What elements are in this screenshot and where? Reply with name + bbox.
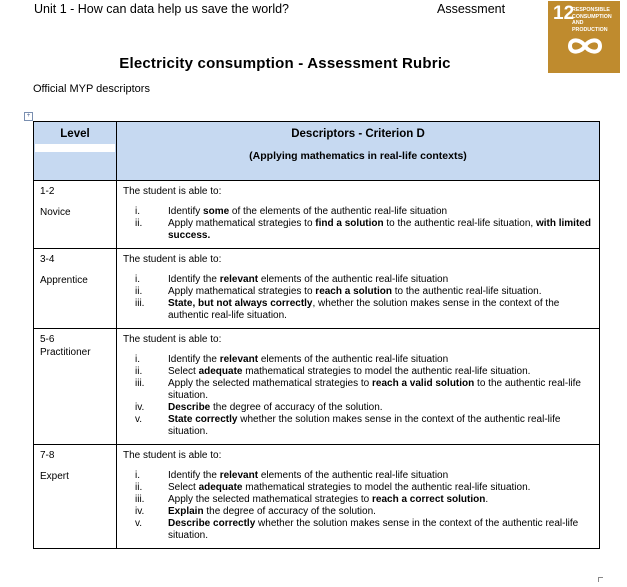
item-emphasis: reach a solution: [315, 286, 392, 297]
item-numeral: iv.: [135, 506, 145, 517]
item-text: Identify: [168, 206, 204, 217]
header-unit: Unit 1 - How can data help us save the world?: [34, 2, 289, 16]
item-emphasis: State correctly: [168, 414, 238, 425]
item-numeral: ii.: [135, 286, 143, 297]
item-text: , whether the solution makes sense in the context of the authentic real-life situation.: [168, 298, 560, 321]
item-emphasis: some: [203, 206, 230, 217]
item-text: elements of the authentic real-life situation: [258, 354, 449, 365]
item-numeral: i.: [135, 354, 140, 365]
level-name: Expert: [40, 471, 69, 482]
table-move-handle-icon[interactable]: +: [24, 112, 33, 121]
item-text: to the authentic real-life situation.: [168, 378, 581, 401]
item-emphasis: State, but not always correctly: [168, 298, 313, 309]
header-assessment: Assessment: [437, 2, 506, 16]
descriptor-cell: [117, 329, 600, 445]
item-emphasis: relevant: [219, 354, 259, 365]
item-text: Identify the: [168, 274, 220, 285]
level-cell: [34, 329, 117, 445]
item-text: mathematical strategies to model the authentic real-life situation.: [242, 482, 531, 493]
list-item: [123, 414, 591, 438]
item-text: to the authentic real-life situation,: [383, 218, 536, 229]
list-item: [123, 286, 591, 298]
item-text: of the elements of the authentic real-life situation: [229, 206, 448, 217]
table-row: [34, 181, 600, 249]
item-text: whether the solution makes sense in the context of the authentic real-life situation.: [168, 414, 561, 437]
item-numeral: i.: [135, 470, 140, 481]
list-item: [123, 366, 591, 378]
list-item: [123, 494, 591, 506]
level-cell: [34, 181, 117, 249]
level-range: 7-8: [40, 450, 55, 461]
item-text: the degree of accuracy of the solution.: [210, 402, 383, 413]
header-level-label: Level: [60, 128, 90, 140]
item-emphasis: adequate: [198, 482, 243, 493]
infinity-loop-icon: [566, 35, 604, 57]
table-row: [34, 329, 600, 445]
item-numeral: i.: [135, 206, 140, 217]
item-numeral: ii.: [135, 218, 143, 229]
level-cell: [34, 249, 117, 329]
table-row: [34, 249, 600, 329]
item-text: whether the solution makes sense in the context of the authentic real-life situation.: [168, 518, 579, 541]
item-text: Apply mathematical strategies to: [168, 286, 316, 297]
item-emphasis: Describe correctly: [168, 518, 256, 529]
sdg-label: RESPONSIBLE CONSUMPTION AND PRODUCTION: [572, 7, 612, 33]
item-emphasis: relevant: [219, 274, 259, 285]
item-text: Select: [168, 482, 199, 493]
descriptor-intro: The student is able to:: [123, 186, 222, 197]
page-corner-mark: [598, 577, 603, 582]
descriptor-list: [123, 354, 591, 438]
level-range: 5-6: [40, 334, 55, 345]
header-level-cell: [34, 122, 117, 181]
rubric-table: [33, 121, 600, 549]
item-text: elements of the authentic real-life situation: [258, 274, 449, 285]
document-subtitle: Official MYP descriptors: [33, 83, 150, 95]
descriptor-list: [123, 274, 591, 322]
list-item: [123, 402, 591, 414]
list-item: [123, 354, 591, 366]
list-item: [123, 298, 591, 322]
level-name: Novice: [40, 207, 71, 218]
sdg-number: 12: [553, 3, 575, 24]
item-text: Identify the: [168, 470, 220, 481]
item-emphasis: adequate: [198, 366, 243, 377]
item-text: elements of the authentic real-life situation: [258, 470, 449, 481]
descriptor-cell: [117, 249, 600, 329]
item-text: Apply the selected mathematical strategies to: [168, 494, 372, 505]
item-numeral: iii.: [135, 494, 145, 505]
descriptor-intro: The student is able to:: [123, 334, 222, 345]
descriptor-cell: [117, 181, 600, 249]
item-emphasis: Describe: [168, 402, 211, 413]
item-text: mathematical strategies to model the authentic real-life situation.: [242, 366, 531, 377]
list-item: [123, 518, 591, 542]
item-emphasis: with limited success.: [168, 218, 591, 241]
item-text: .: [485, 494, 489, 505]
item-emphasis: Explain: [168, 506, 204, 517]
header-descriptors-title: Descriptors - Criterion D: [291, 128, 425, 140]
descriptor-intro: The student is able to:: [123, 254, 222, 265]
descriptor-list: [123, 470, 591, 542]
header-descriptors-cell: [117, 122, 600, 181]
level-cell: [34, 445, 117, 549]
item-numeral: iii.: [135, 298, 145, 309]
item-emphasis: find a solution: [315, 218, 384, 229]
item-numeral: ii.: [135, 366, 143, 377]
item-numeral: i.: [135, 274, 140, 285]
descriptor-intro: The student is able to:: [123, 450, 222, 461]
item-numeral: iii.: [135, 378, 145, 389]
descriptor-list: [123, 206, 591, 242]
item-emphasis: reach a valid solution: [372, 378, 475, 389]
list-item: [123, 206, 591, 218]
item-emphasis: relevant: [219, 470, 259, 481]
item-text: Apply mathematical strategies to: [168, 218, 316, 229]
header-descriptors-subtitle: (Applying mathematics in real-life contexts): [249, 150, 467, 162]
table-header-row: [34, 122, 600, 181]
level-name: Practitioner: [40, 347, 91, 358]
item-text: Apply the selected mathematical strategies to: [168, 378, 372, 389]
item-text: Select: [168, 366, 199, 377]
level-name: Apprentice: [40, 275, 88, 286]
list-item: [123, 218, 591, 242]
level-range: 1-2: [40, 186, 55, 197]
descriptor-cell: [117, 445, 600, 549]
list-item: [123, 506, 591, 518]
item-text: the degree of accuracy of the solution.: [203, 506, 376, 517]
item-text: to the authentic real-life situation.: [391, 286, 542, 297]
item-emphasis: reach a correct solution: [372, 494, 486, 505]
list-item: [123, 378, 591, 402]
item-text: Identify the: [168, 354, 220, 365]
level-range: 3-4: [40, 254, 55, 265]
document-title: Electricity consumption - Assessment Rubric: [119, 55, 451, 72]
item-numeral: v.: [135, 518, 143, 529]
list-item: [123, 470, 591, 482]
item-numeral: ii.: [135, 482, 143, 493]
item-numeral: iv.: [135, 402, 145, 413]
table-row: [34, 445, 600, 549]
header-white-band: [35, 144, 115, 152]
list-item: [123, 274, 591, 286]
item-numeral: v.: [135, 414, 143, 425]
list-item: [123, 482, 591, 494]
